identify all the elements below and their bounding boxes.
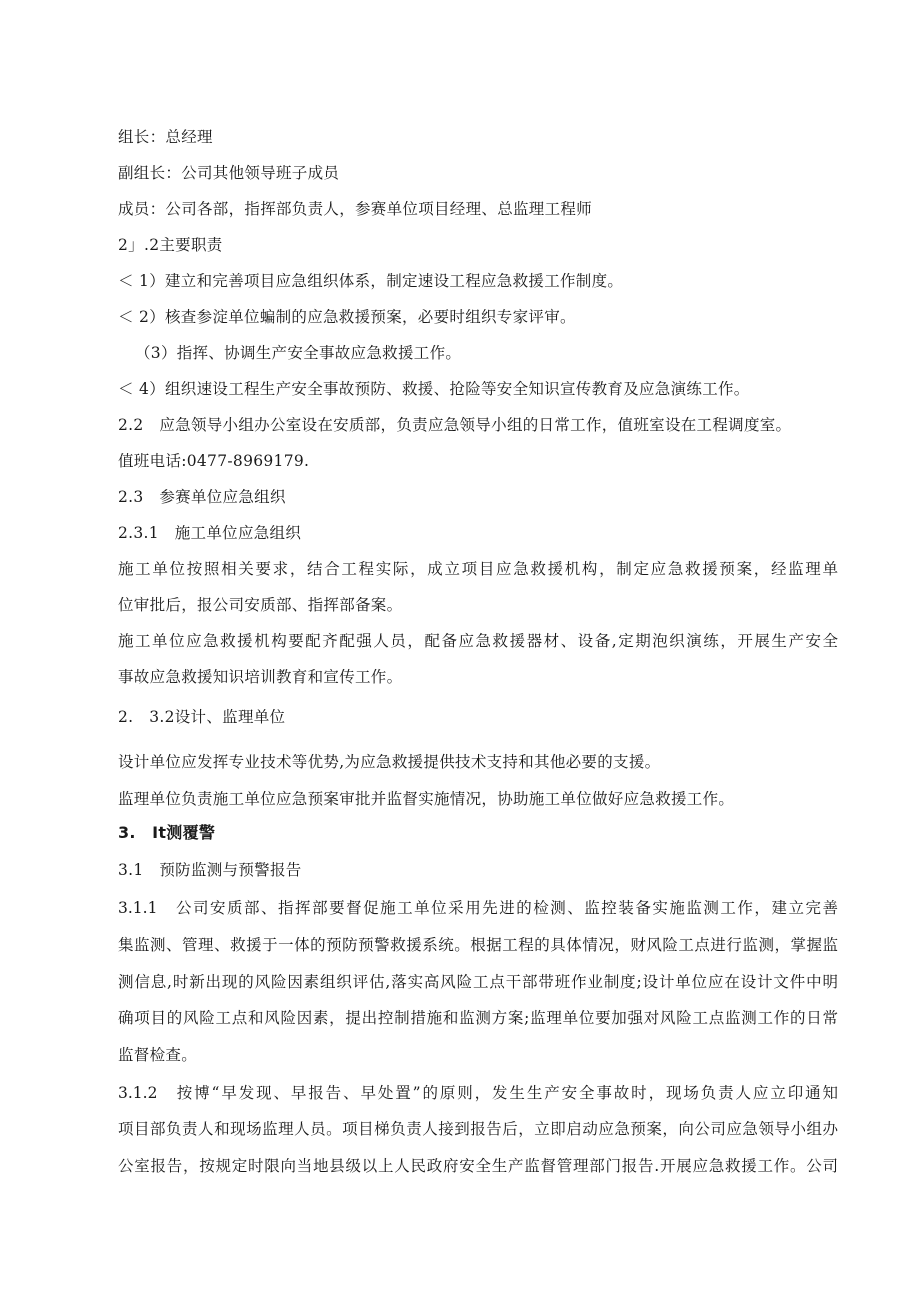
paragraph-construction-line-1: 施工单位按照相关要求，结合工程实际，成立项目应急救援机构，制定应急救援预案，经监理单 (118, 560, 838, 578)
paragraph-3-1-2-line-2: 项目部负责人和现场监理人员。项目梯负责人接到报告后，立即启动应急预案，向公司应急领导小组办 (118, 1120, 838, 1138)
heading-2-3-2: 2. 3.2设计、监理单位 (118, 708, 286, 726)
paragraph-3-1-1-line-3: 测信息,时新出现的风险因素组织评估,落实高风险工点干部带班作业制度;设计单位应在设计文件中明 (118, 973, 838, 991)
heading-section-3: 3. It测覆警 (118, 823, 216, 842)
paragraph-supervision-unit: 监理单位负责施工单位应急预案审批并监督实施情况，协助施工单位做好应急救援工作。 (118, 790, 735, 808)
heading-2-3-1: 2.3.1 施工单位应急组织 (118, 524, 302, 542)
paragraph-3-1-1-line-2: 集监测、管理、救援于一体的预防预警救援系统。根据工程的具体情况，财风险工点进行监测，掌握监 (118, 936, 838, 954)
paragraph-3-1-2-line-3: 公室报告，按规定时限向当地县级以上人民政府安全生产监督管理部门报告.开展应急救援工作。公司 (118, 1157, 838, 1175)
duty-item-1: ＜ 1）建立和完善项目应急组织体系，制定速设工程应急救援工作制度。 (118, 272, 624, 290)
paragraph-rescue-line-2: 事故应急救援知识培训教育和宣传工作。 (118, 668, 403, 686)
heading-3-1: 3.1 预防监测与预警报告 (118, 861, 302, 879)
section-2-2-text: 2.2 应急领导小组办公室设在安质部，负责应急领导小组的日常工作，值班室设在工程调度室。 (118, 416, 792, 434)
text-line-team-leader: 组长：总经理 (118, 128, 213, 146)
paragraph-3-1-2-line-1: 3.1.2 按博“早发现、早报告、早处置”的原则，发生生产安全事故时，现场负责人应立印通知 (118, 1084, 838, 1102)
heading-main-duties: 2」.2主要职责 (118, 236, 223, 254)
paragraph-rescue-line-1: 施工单位应急救援机构要配齐配强人员，配备应急救援器材、设备,定期泡织演练，开展生产安全 (118, 632, 838, 650)
duty-phone-text: 值班电话:0477-8969179. (118, 452, 310, 470)
paragraph-construction-line-2: 位审批后，报公司安质部、指挥部备案。 (118, 596, 403, 614)
paragraph-3-1-1-line-4: 确项目的风险工点和风险因素，提出控制措施和监测方案;监理单位要加强对风险工点监测工作的日常 (118, 1009, 838, 1027)
text-line-members: 成员：公司各部，指挥部负责人，参赛单位项目经理、总监理工程师 (118, 200, 593, 218)
text-line-deputy-leader: 副组长：公司其他领导班子成员 (118, 164, 340, 182)
duty-item-3: （3）指挥、协调生产安全事故应急救援工作。 (135, 344, 462, 362)
paragraph-3-1-1-line-1: 3.1.1 公司安质部、指挥部要督促施工单位采用先进的检测、监控装备实施监测工作，建立完善 (118, 899, 838, 917)
paragraph-3-1-1-line-5: 监督检查。 (118, 1046, 198, 1064)
paragraph-design-unit: 设计单位应发挥专业技术等优势,为应急救援提供技术支持和其他必要的支援。 (118, 753, 661, 771)
duty-item-2: ＜ 2）核查参淀单位蝙制的应急救援预案，必要时组织专家评审。 (118, 308, 576, 326)
duty-item-4: ＜ 4）组织速设工程生产安全事故预防、救援、抢险等安全知识宣传教育及应急演练工作。 (118, 380, 750, 398)
heading-2-3: 2.3 参赛单位应急组织 (118, 488, 286, 506)
